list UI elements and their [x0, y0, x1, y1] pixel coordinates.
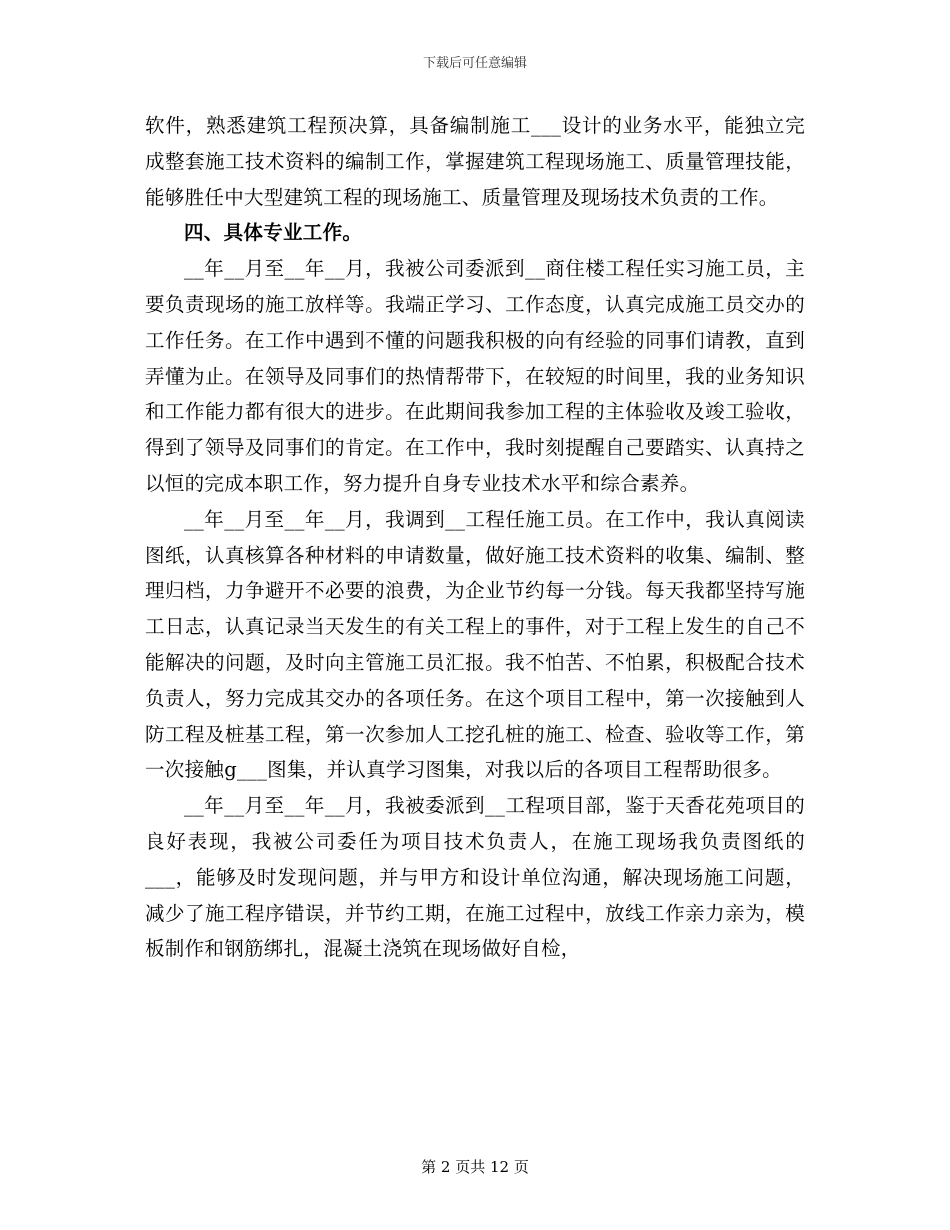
body-paragraph-3: __年__月至__年__月，我调到__工程任施工员。在工作中，我认真阅读图纸，认真核算各种材料的申请数量，做好施工技术资料的收集、编制、整理归档，力争避开不必要的浪费，为企业节约每一分钱。每天我都坚持写施工日志，认真记录当天发生的有关工程上的事件，对于工程上发生的自己不能解决的问题，及时向主管施工员汇报。我不怕苦、不怕累，积极配合技术负责人，努力完成其交办的各项任务。在这个项目工程中，第一次接触到人防工程及桩基工程，第一次参加人工挖孔桩的施工、检查、验收等工作，第一次接触g___图集，并认真学习图集，对我以后的各项目工程帮助很多。 [145, 507, 805, 782]
body-paragraph-4: __年__月至__年__月，我被委派到__工程项目部，鉴于天香花苑项目的良好表现，我被公司委任为项目技术负责人，在施工现场我负责图纸的___，能够及时发现问题，并与甲方和设计单位沟通，解决现场施工问题，减少了施工程序错误，并节约工期，在施工过程中，放线工作亲力亲为，模板制作和钢筋绑扎，混凝土浇筑在现场做好自检， [145, 794, 805, 961]
document-body [145, 108, 805, 967]
page-footer: 第 2 页共 12 页 [421, 1158, 529, 1176]
body-paragraph-2: __年__月至__年__月，我被公司委派到__商住楼工程任实习施工员，主要负责现场的施工放样等。我端正学习、工作态度，认真完成施工员交办的工作任务。在工作中遇到不懂的问题我积极的向有经验的同事们请教，直到弄懂为止。在领导及同事们的热情帮带下，在较短的时间里，我的业务知识和工作能力都有很大的进步。在此期间我参加工程的主体验收及竣工验收，得到了领导及同事们的肯定。在工作中，我时刻提醒自己要踏实、认真持之以恒的完成本职工作，努力提升自身专业技术水平和综合素养。 [145, 257, 805, 495]
section-heading: 四、具体专业工作。 [184, 221, 363, 245]
page-header: 下载后可任意编辑 [422, 56, 527, 71]
body-paragraph-1: 软件，熟悉建筑工程预决算，具备编制施工___设计的业务水平，能独立完成整套施工技术资料的编制工作，掌握建筑工程现场施工、质量管理技能，能够胜任中大型建筑工程的现场施工、质量管理及现场技术负责的工作。 [145, 114, 805, 209]
